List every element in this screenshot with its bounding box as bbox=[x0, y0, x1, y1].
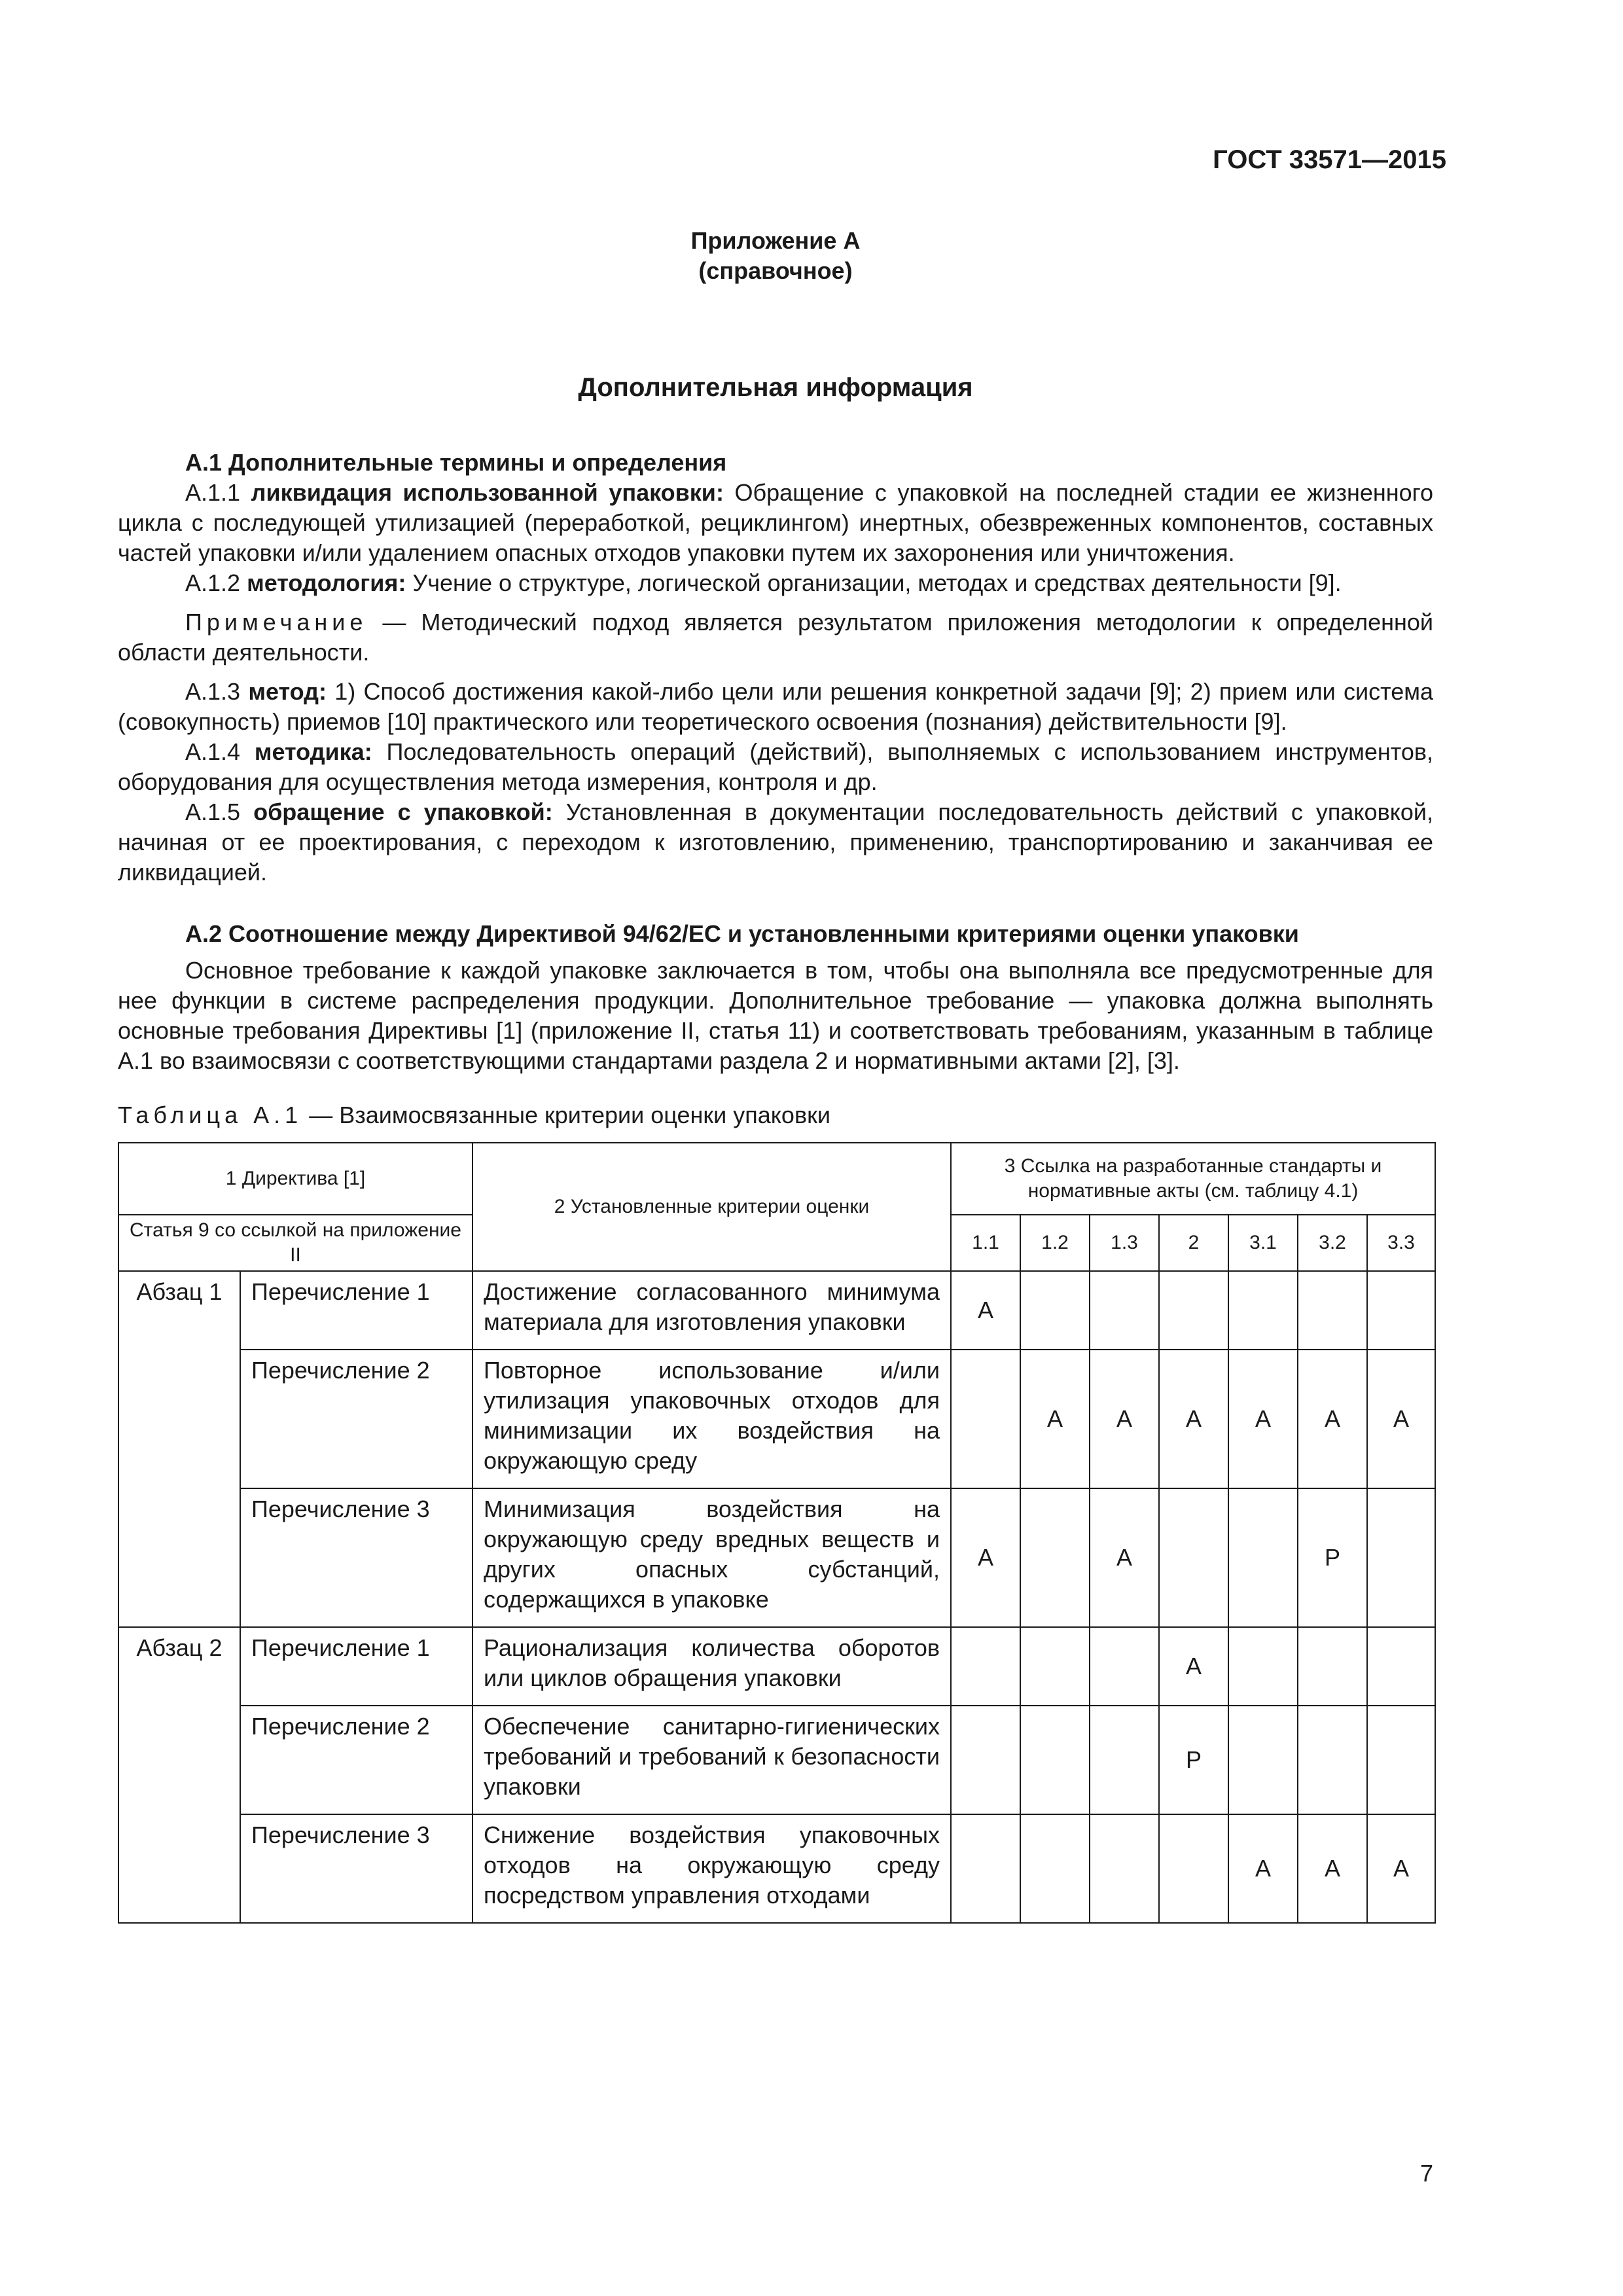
mark-cell bbox=[1367, 1488, 1435, 1627]
mark-cell bbox=[1159, 1814, 1228, 1923]
section-a1-heading: А.1 Дополнительные термины и определения bbox=[185, 449, 727, 476]
header-row bbox=[118, 1143, 1435, 1215]
table-row bbox=[118, 1350, 1435, 1488]
mark-cell: А bbox=[1228, 1350, 1298, 1488]
header-ref-col: 3.3 bbox=[1367, 1215, 1435, 1271]
definition-a15 bbox=[118, 797, 1433, 888]
mark-cell bbox=[1020, 1627, 1090, 1706]
table-row bbox=[118, 1271, 1435, 1350]
definition-text: 1) Способ достижения какой-либо цели или решения конкретной задачи [9]; 2) прием или система (совокупность) приемов [10] практического или теоретического освоения (познания) действительности [9]. bbox=[118, 678, 1434, 735]
mark-cell bbox=[1298, 1627, 1367, 1706]
enum-cell: Перечисление 3 bbox=[240, 1488, 473, 1627]
appendix-subtitle: (справочное) bbox=[698, 257, 853, 284]
definition-number: А.1.5 bbox=[185, 798, 254, 825]
mark-cell bbox=[1298, 1706, 1367, 1814]
table-row bbox=[118, 1627, 1435, 1706]
mark-cell: А bbox=[1090, 1488, 1159, 1627]
section-a2 bbox=[118, 919, 1433, 1076]
enum-cell: Перечисление 1 bbox=[240, 1271, 473, 1350]
definition-a13 bbox=[118, 677, 1433, 737]
header-ref-col: 1.1 bbox=[951, 1215, 1020, 1271]
criterion-cell: Обеспечение санитарно-гигиенических требований и требований к безопасности упаковки bbox=[473, 1706, 951, 1814]
header-ref-col: 1.2 bbox=[1020, 1215, 1090, 1271]
mark-cell bbox=[951, 1350, 1020, 1488]
mark-cell: А bbox=[1090, 1350, 1159, 1488]
mark-cell bbox=[1228, 1488, 1298, 1627]
definition-term: методика: bbox=[254, 738, 372, 765]
header-criteria: 2 Установленные критерии оценки bbox=[473, 1143, 951, 1271]
mark-cell: А bbox=[1228, 1814, 1298, 1923]
mark-cell bbox=[1020, 1706, 1090, 1814]
mark-cell bbox=[951, 1627, 1020, 1706]
mark-cell: А bbox=[1298, 1814, 1367, 1923]
mark-cell: А bbox=[951, 1488, 1020, 1627]
table-caption-text: — Взаимосвязанные критерии оценки упаковки bbox=[302, 1102, 830, 1128]
definition-text: Учение о структуре, логической организации, методах и средствах деятельности [9]. bbox=[406, 569, 1342, 596]
definition-term: метод: bbox=[248, 678, 327, 705]
mark-cell bbox=[1090, 1706, 1159, 1814]
header-ref-col: 2 bbox=[1159, 1215, 1228, 1271]
table-caption bbox=[118, 1102, 830, 1129]
section-a2-text: Основное требование к каждой упаковке заключается в том, чтобы она выполняла все предусмотренные для нее функции в системе распределения продукции. Дополнительное требование — упаковка должна выполнять основные требования Директивы [1] (приложение II, статья 11) и соответствовать требованиям, указанным в таблице А.1 во взаимосвязи с соответствующими стандартами раздела 2 и нормативными актами [2], [3]. bbox=[118, 957, 1433, 1074]
criteria-table bbox=[118, 1142, 1436, 1924]
criterion-cell: Снижение воздействия упаковочных отходов на окружающую среду посредством управления отходами bbox=[473, 1814, 951, 1923]
table-caption-label: Таблица А.1 bbox=[118, 1102, 303, 1128]
criterion-cell: Минимизация воздействия на окружающую среду вредных веществ и других опасных субстанций, содержащихся в упаковке bbox=[473, 1488, 951, 1627]
table-row bbox=[118, 1706, 1435, 1814]
header-ref-col: 3.2 bbox=[1298, 1215, 1367, 1271]
header-directive: 1 Директива [1] bbox=[118, 1143, 473, 1215]
abzac-cell: Абзац 1 bbox=[118, 1271, 240, 1627]
note-label: Примечание bbox=[185, 609, 368, 636]
mark-cell: А bbox=[1159, 1350, 1228, 1488]
enum-cell: Перечисление 2 bbox=[240, 1350, 473, 1488]
definition-text: Установленная в документации последовательность действий с упаковкой, начиная от ее проектирования, с переходом к изготовлению, применению, транспортированию и заканчивая ее ликвидацией. bbox=[118, 798, 1433, 886]
definition-a14 bbox=[118, 737, 1433, 797]
definition-number: А.1.3 bbox=[185, 678, 249, 705]
section-a2-heading: А.2 Соотношение между Директивой 94/62/ЕС и установленными критериями оценки упаковки bbox=[185, 920, 1299, 947]
enum-cell: Перечисление 3 bbox=[240, 1814, 473, 1923]
definition-text: Обращение с упаковкой на последней стадии ее жизненного цикла с последующей утилизацией (переработкой, рециклингом) инертных, обезвреженных компонентов, составных частей упаковки и/или удалением опасных отходов упаковки путем их захоронения или уничтожения. bbox=[118, 479, 1433, 566]
header-article: Статья 9 со ссылкой на приложение II bbox=[118, 1215, 473, 1271]
header-refs: 3 Ссылка на разработанные стандарты и нормативные акты (см. таблицу 4.1) bbox=[951, 1143, 1435, 1215]
criterion-cell: Повторное использование и/или утилизация упаковочных отходов для минимизации их воздействия на окружающую среду bbox=[473, 1350, 951, 1488]
definition-text: Последовательность операций (действий), выполняемых с использованием инструментов, оборудования для осуществления метода измерения, контроля и др. bbox=[118, 738, 1434, 795]
definition-number: А.1.4 bbox=[185, 738, 255, 765]
mark-cell: А bbox=[1159, 1627, 1228, 1706]
definition-term: обращение с упаковкой: bbox=[253, 798, 553, 825]
definition-term: методология: bbox=[247, 569, 406, 596]
header-ref-col: 1.3 bbox=[1090, 1215, 1159, 1271]
enum-cell: Перечисление 1 bbox=[240, 1627, 473, 1706]
mark-cell bbox=[1298, 1271, 1367, 1350]
mark-cell bbox=[951, 1814, 1020, 1923]
mark-cell: А bbox=[1020, 1350, 1090, 1488]
mark-cell bbox=[1020, 1488, 1090, 1627]
section-a1 bbox=[118, 448, 1433, 888]
mark-cell bbox=[1228, 1627, 1298, 1706]
mark-cell: Р bbox=[1298, 1488, 1367, 1627]
definition-a11 bbox=[118, 478, 1433, 568]
criterion-cell: Достижение согласованного минимума материала для изготовления упаковки bbox=[473, 1271, 951, 1350]
enum-cell: Перечисление 2 bbox=[240, 1706, 473, 1814]
definition-a12 bbox=[118, 568, 1433, 598]
mark-cell bbox=[1228, 1271, 1298, 1350]
header-ref-col: 3.1 bbox=[1228, 1215, 1298, 1271]
mark-cell bbox=[1090, 1814, 1159, 1923]
main-title: Дополнительная информация bbox=[578, 373, 973, 402]
mark-cell bbox=[1367, 1271, 1435, 1350]
definition-term: ликвидация использованной упаковки: bbox=[251, 479, 724, 506]
mark-cell: Р bbox=[1159, 1706, 1228, 1814]
mark-cell: А bbox=[1298, 1350, 1367, 1488]
document-code: ГОСТ 33571—2015 bbox=[1213, 145, 1446, 174]
note bbox=[118, 607, 1433, 668]
definition-number: А.1.1 bbox=[185, 479, 251, 506]
appendix-title: Приложение А bbox=[690, 227, 861, 254]
mark-cell bbox=[1020, 1271, 1090, 1350]
mark-cell bbox=[1090, 1271, 1159, 1350]
mark-cell bbox=[1159, 1488, 1228, 1627]
appendix-heading bbox=[118, 226, 1433, 286]
mark-cell: А bbox=[951, 1271, 1020, 1350]
note-text: — Методический подход является результатом приложения методологии к определенной области деятельности. bbox=[118, 609, 1433, 666]
definition-number: А.1.2 bbox=[185, 569, 247, 596]
mark-cell bbox=[951, 1706, 1020, 1814]
table-row bbox=[118, 1488, 1435, 1627]
mark-cell: А bbox=[1367, 1350, 1435, 1488]
mark-cell bbox=[1367, 1706, 1435, 1814]
mark-cell bbox=[1090, 1627, 1159, 1706]
page-number: 7 bbox=[1419, 2160, 1433, 2187]
mark-cell bbox=[1228, 1706, 1298, 1814]
mark-cell: А bbox=[1367, 1814, 1435, 1923]
abzac-cell: Абзац 2 bbox=[118, 1627, 240, 1923]
mark-cell bbox=[1020, 1814, 1090, 1923]
criterion-cell: Рационализация количества оборотов или циклов обращения упаковки bbox=[473, 1627, 951, 1706]
mark-cell bbox=[1367, 1627, 1435, 1706]
mark-cell bbox=[1159, 1271, 1228, 1350]
table-row bbox=[118, 1814, 1435, 1923]
